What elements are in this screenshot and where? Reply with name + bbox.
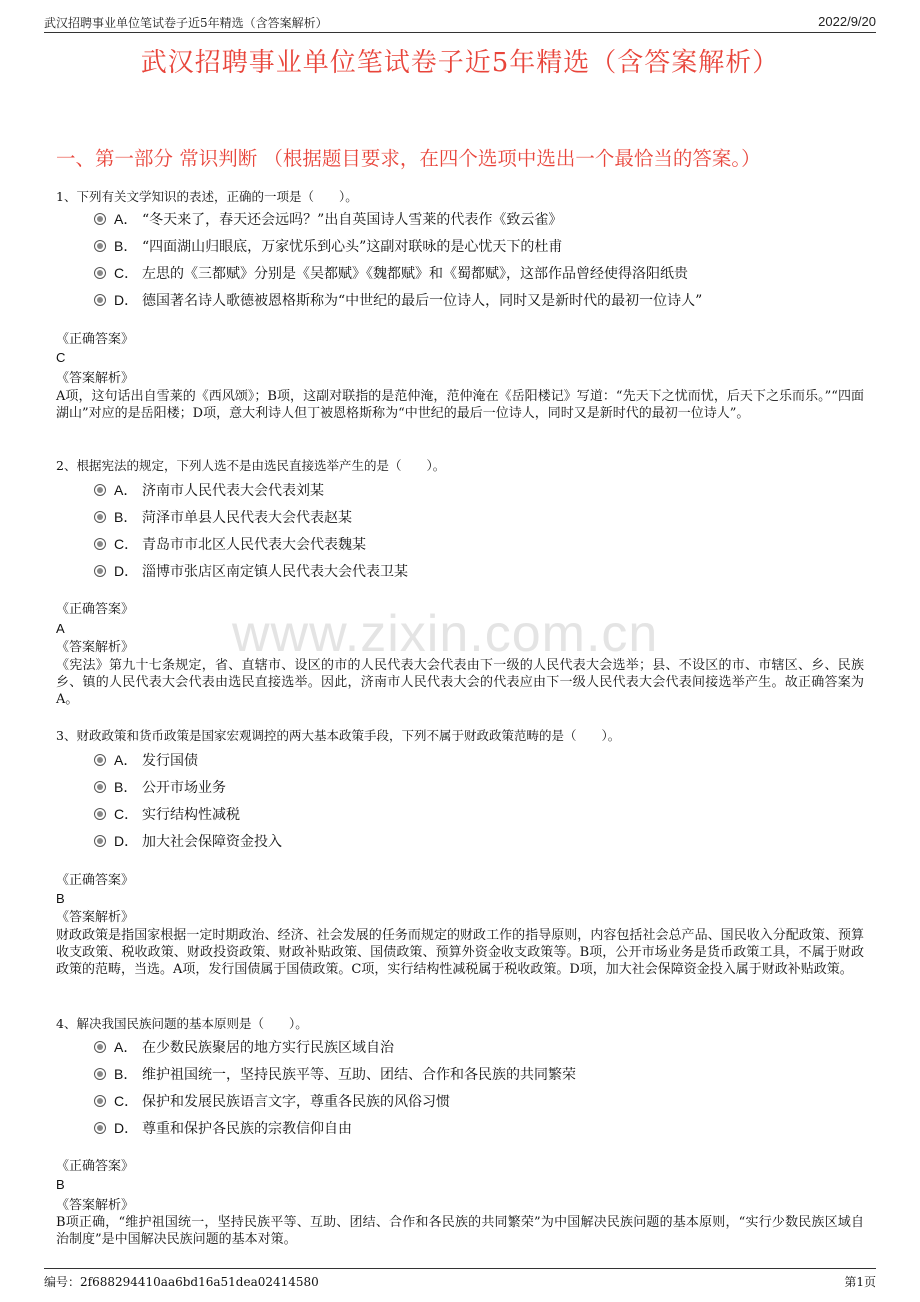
radio-icon[interactable] [94, 808, 106, 820]
radio-icon[interactable] [94, 1122, 106, 1134]
option-a[interactable]: A． “冬天来了，春天还会远吗？”出自英国诗人雪莱的代表作《致云雀》 [94, 209, 562, 229]
explanation-label: 《答案解析》 [56, 640, 135, 655]
question-text: 1、下列有关文学知识的表述，正确的一项是（ ）。 [56, 189, 358, 204]
answer-label: 《正确答案》 [56, 602, 135, 617]
option-d[interactable]: D． 尊重和保护各民族的宗教信仰自由 [94, 1118, 352, 1138]
watermark: www.zixin.com.cn [232, 605, 659, 663]
question-text: 3、财政政策和货币政策是国家宏观调控的两大基本政策手段，下列不属于财政政策范畴的是（ ）。 [56, 728, 621, 743]
page-header [44, 12, 876, 33]
explanation-label: 《答案解析》 [56, 371, 135, 386]
question-1 [56, 189, 876, 421]
radio-icon[interactable] [94, 754, 106, 766]
radio-icon[interactable] [94, 565, 106, 577]
page-number: 第1页 [844, 1275, 876, 1289]
header-date: 2022/9/20 [818, 14, 876, 29]
option-c[interactable]: C． 青岛市市北区人民代表大会代表魏某 [94, 534, 366, 554]
explanation-label: 《答案解析》 [56, 1198, 135, 1213]
option-b[interactable]: B． 公开市场业务 [94, 777, 226, 797]
question-text: 4、解决我国民族问题的基本原则是（ ）。 [56, 1016, 308, 1031]
radio-icon[interactable] [94, 511, 106, 523]
question-4 [56, 1016, 876, 1247]
radio-icon[interactable] [94, 538, 106, 550]
answer-label: 《正确答案》 [56, 873, 135, 888]
explanation-label: 《答案解析》 [56, 910, 135, 925]
answer-value: B [56, 891, 65, 906]
option-b[interactable]: B． “四面湖山归眼底，万家忧乐到心头”这副对联咏的是心忧天下的杜甫 [94, 236, 562, 256]
option-d[interactable]: D． 德国著名诗人歌德被恩格斯称为“中世纪的最后一位诗人，同时又是新时代的最初一位诗人” [94, 290, 702, 310]
answer-value: B [56, 1177, 65, 1192]
question-text: 2、根据宪法的规定，下列人选不是由选民直接选举产生的是（ ）。 [56, 458, 446, 473]
document-title: 武汉招聘事业单位笔试卷子近5年精选（含答案解析） [140, 48, 780, 78]
option-a[interactable]: A． 在少数民族聚居的地方实行民族区域自治 [94, 1037, 394, 1057]
option-c[interactable]: C． 实行结构性减税 [94, 804, 240, 824]
option-c[interactable]: C． 保护和发展民族语言文字，尊重各民族的风俗习惯 [94, 1091, 450, 1111]
explanation-text: A项，这句话出自雪莱的《西风颂》；B项，这副对联指的是范仲淹，范仲淹在《岳阳楼记》写道：“先天下之忧而忧，后天下之乐而乐。”“四面湖山”对应的是岳阳楼；D项，意大利诗人但丁被恩格斯称为“中世纪的最后一位诗人，同时又是新时代的最初一位诗人”。 [56, 389, 864, 421]
option-c[interactable]: C． 左思的《三都赋》分别是《吴都赋》《魏都赋》和《蜀都赋》，这部作品曾经使得洛阳纸贵 [94, 263, 688, 283]
document-code: 编号：2f688294410aa6bd16a51dea02414580 [44, 1275, 319, 1289]
radio-icon[interactable] [94, 835, 106, 847]
radio-icon[interactable] [94, 267, 106, 279]
option-b[interactable]: B． 维护祖国统一，坚持民族平等、互助、团结、合作和各民族的共同繁荣 [94, 1064, 576, 1084]
radio-icon[interactable] [94, 240, 106, 252]
answer-value: C [56, 350, 66, 365]
radio-icon[interactable] [94, 1068, 106, 1080]
explanation-text: B项正确，“维护祖国统一，坚持民族平等、互助、团结、合作和各民族的共同繁荣”为中国解决民族问题的基本原则，“实行少数民族区域自治制度”是中国解决民族问题的基本对策。 [56, 1215, 864, 1247]
option-d[interactable]: D． 淄博市张店区南定镇人民代表大会代表卫某 [94, 561, 408, 581]
option-a[interactable]: A． 发行国债 [94, 750, 198, 770]
explanation-text: 财政政策是指国家根据一定时期政治、经济、社会发展的任务而规定的财政工作的指导原则，内容包括社会总产品、国民收入分配政策、预算收支政策、税收政策、财政投资政策、财政补贴政策、国债政策、预算外资金收支政策等。B项，公开市场业务是货币政策工具，不属于财政政策的范畴，当选。A项，发行国债属于国债政策。C项，实行结构性减税属于税收政策。D项，加大社会保障资金投入属于财政补贴政策。 [56, 928, 864, 977]
radio-icon[interactable] [94, 1095, 106, 1107]
radio-icon[interactable] [94, 294, 106, 306]
page-footer [44, 1268, 876, 1289]
option-b[interactable]: B． 菏泽市单县人民代表大会代表赵某 [94, 507, 352, 527]
radio-icon[interactable] [94, 484, 106, 496]
header-title: 武汉招聘事业单位笔试卷子近5年精选（含答案解析） [44, 16, 328, 30]
radio-icon[interactable] [94, 1041, 106, 1053]
radio-icon[interactable] [94, 781, 106, 793]
option-d[interactable]: D． 加大社会保障资金投入 [94, 831, 282, 851]
explanation-text: 《宪法》第九十七条规定，省、直辖市、设区的市的人民代表大会代表由下一级的人民代表大会选举；县、不设区的市、市辖区、乡、民族乡、镇的人民代表大会代表由选民直接选举。因此，济南市人民代表大会的代表应由下一级人民代表大会代表间接选举产生。故正确答案为A。 [56, 658, 864, 707]
answer-label: 《正确答案》 [56, 332, 135, 347]
question-3 [56, 728, 876, 977]
answer-label: 《正确答案》 [56, 1159, 135, 1174]
answer-value: A [56, 621, 65, 636]
radio-icon[interactable] [94, 213, 106, 225]
option-a[interactable]: A． 济南市人民代表大会代表刘某 [94, 480, 324, 500]
section-heading: 一、第一部分 常识判断 （根据题目要求，在四个选项中选出一个最恰当的答案。） [56, 147, 761, 170]
